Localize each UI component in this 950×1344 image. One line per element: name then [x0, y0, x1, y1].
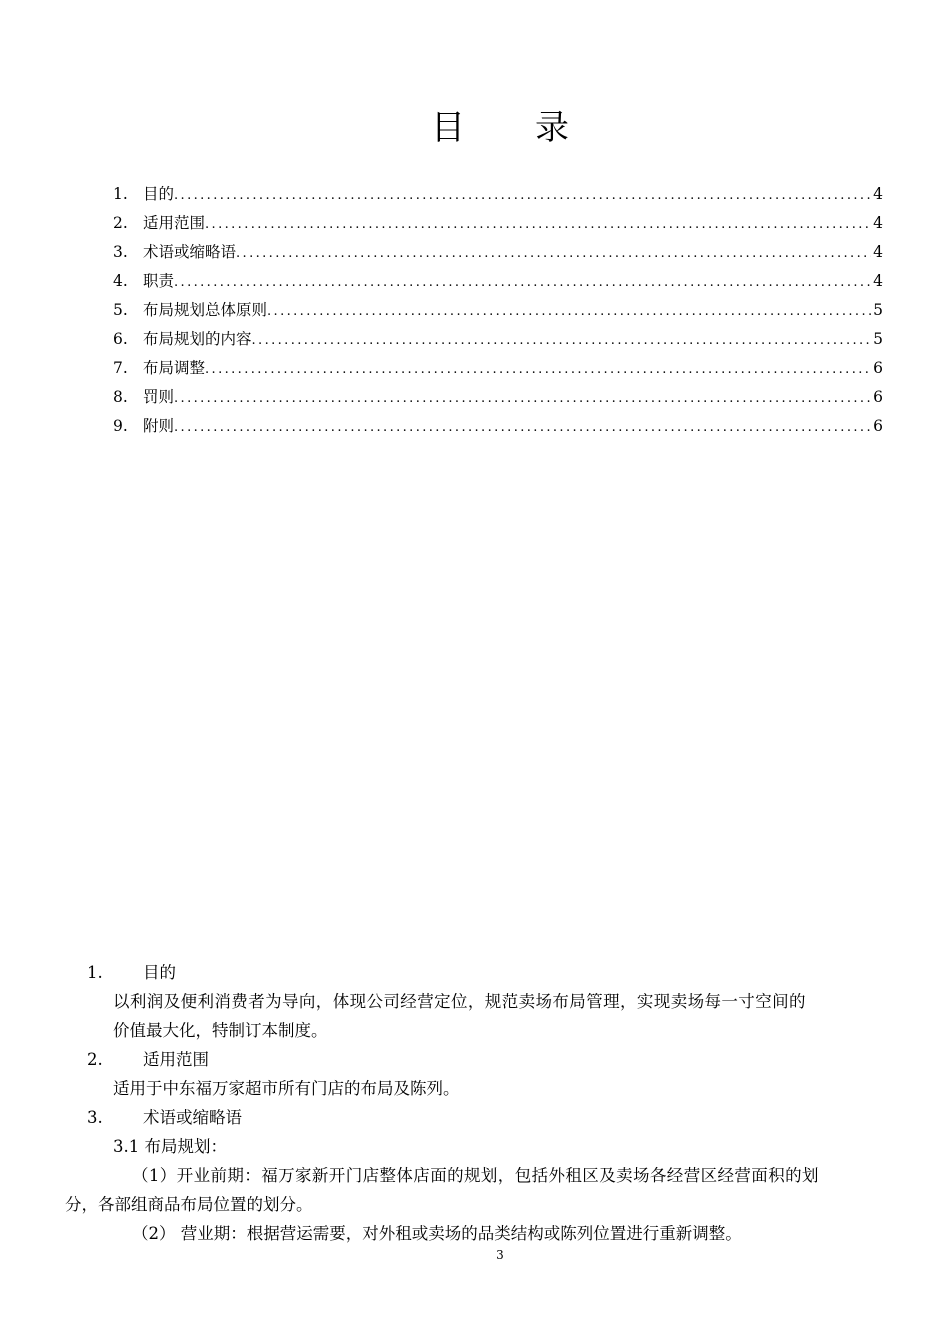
paragraph-line: （1）开业前期：福万家新开门店整体店面的规划，包括外租区及卖场各经营区经营面积的划 [132, 1166, 819, 1185]
paragraph-line: 价值最大化，特制订本制度。 [113, 1021, 328, 1040]
toc-entry-page: 6 [873, 417, 883, 435]
page-number: 3 [496, 1248, 504, 1262]
section-number: 1. [87, 963, 103, 982]
toc-entry-title: 附则 [143, 417, 175, 435]
paragraph-line: （2） 营业期：根据营运需要，对外租或卖场的品类结构或陈列位置进行重新调整。 [132, 1224, 742, 1243]
section-heading [0, 1103, 950, 1132]
paragraph-line: 以利润及便利消费者为导向，体现公司经营定位，规范卖场布局管理，实现卖场每一寸空间的 [113, 992, 806, 1011]
table-of-contents [113, 180, 883, 441]
toc-entry-title: 术语或缩略语 [143, 243, 237, 261]
toc-entry-number: 3. [113, 243, 128, 261]
toc-entry-number: 1. [113, 185, 128, 203]
toc-leader-dots [174, 268, 871, 296]
toc-leader-dots [267, 297, 871, 325]
section-title: 目的 [143, 963, 176, 982]
toc-entry-title: 布局调整 [143, 359, 206, 377]
toc-leader-dots [174, 413, 871, 441]
toc-entry-number: 5. [113, 301, 128, 319]
toc-entry-page: 4 [873, 272, 883, 290]
toc-entry[interactable] [113, 296, 883, 325]
toc-entry-page: 4 [873, 243, 883, 261]
section-number: 3. [87, 1108, 103, 1127]
toc-leader-dots [174, 384, 871, 412]
toc-entry-number: 4. [113, 272, 128, 290]
toc-entry-title: 布局规划的内容 [143, 330, 252, 348]
section-number: 2. [87, 1050, 103, 1069]
toc-entry[interactable] [113, 354, 883, 383]
subsection-heading: 3.1 布局规划： [113, 1137, 227, 1156]
section-title: 术语或缩略语 [143, 1108, 242, 1127]
toc-entry-page: 4 [873, 214, 883, 232]
section-title: 适用范围 [143, 1050, 209, 1069]
toc-entry[interactable] [113, 267, 883, 296]
toc-entry-page: 6 [873, 359, 883, 377]
toc-entry[interactable] [113, 238, 883, 267]
section-heading [0, 958, 950, 987]
toc-entry[interactable] [113, 412, 883, 441]
toc-entry[interactable] [113, 209, 883, 238]
toc-leader-dots [252, 326, 872, 354]
toc-entry-number: 7. [113, 359, 128, 377]
toc-entry-title: 适用范围 [143, 214, 206, 232]
toc-leader-dots [205, 355, 871, 383]
toc-entry-page: 5 [873, 330, 883, 348]
toc-entry-number: 2. [113, 214, 128, 232]
toc-entry[interactable] [113, 180, 883, 209]
toc-leader-dots [236, 239, 871, 267]
toc-entry[interactable] [113, 325, 883, 354]
toc-entry-page: 5 [873, 301, 883, 319]
document-body [0, 958, 950, 1248]
toc-entry-title: 罚则 [143, 388, 175, 406]
paragraph-line: 适用于中东福万家超市所有门店的布局及陈列。 [113, 1079, 460, 1098]
toc-entry-title: 目的 [143, 185, 175, 203]
toc-title-char-1: 目 [431, 108, 465, 148]
toc-entry-number: 6. [113, 330, 128, 348]
toc-leader-dots [205, 210, 871, 238]
paragraph-line: 分，各部组商品布局位置的划分。 [65, 1195, 313, 1214]
section-heading [0, 1045, 950, 1074]
toc-entry-page: 6 [873, 388, 883, 406]
toc-entry-title: 职责 [143, 272, 175, 290]
toc-entry-number: 9. [113, 417, 128, 435]
toc-entry-title: 布局规划总体原则 [143, 301, 268, 319]
toc-entry-number: 8. [113, 388, 128, 406]
toc-entry[interactable] [113, 383, 883, 412]
toc-leader-dots [174, 181, 871, 209]
toc-title-char-2: 录 [535, 108, 569, 148]
toc-entry-page: 4 [873, 185, 883, 203]
toc-title [0, 104, 950, 152]
